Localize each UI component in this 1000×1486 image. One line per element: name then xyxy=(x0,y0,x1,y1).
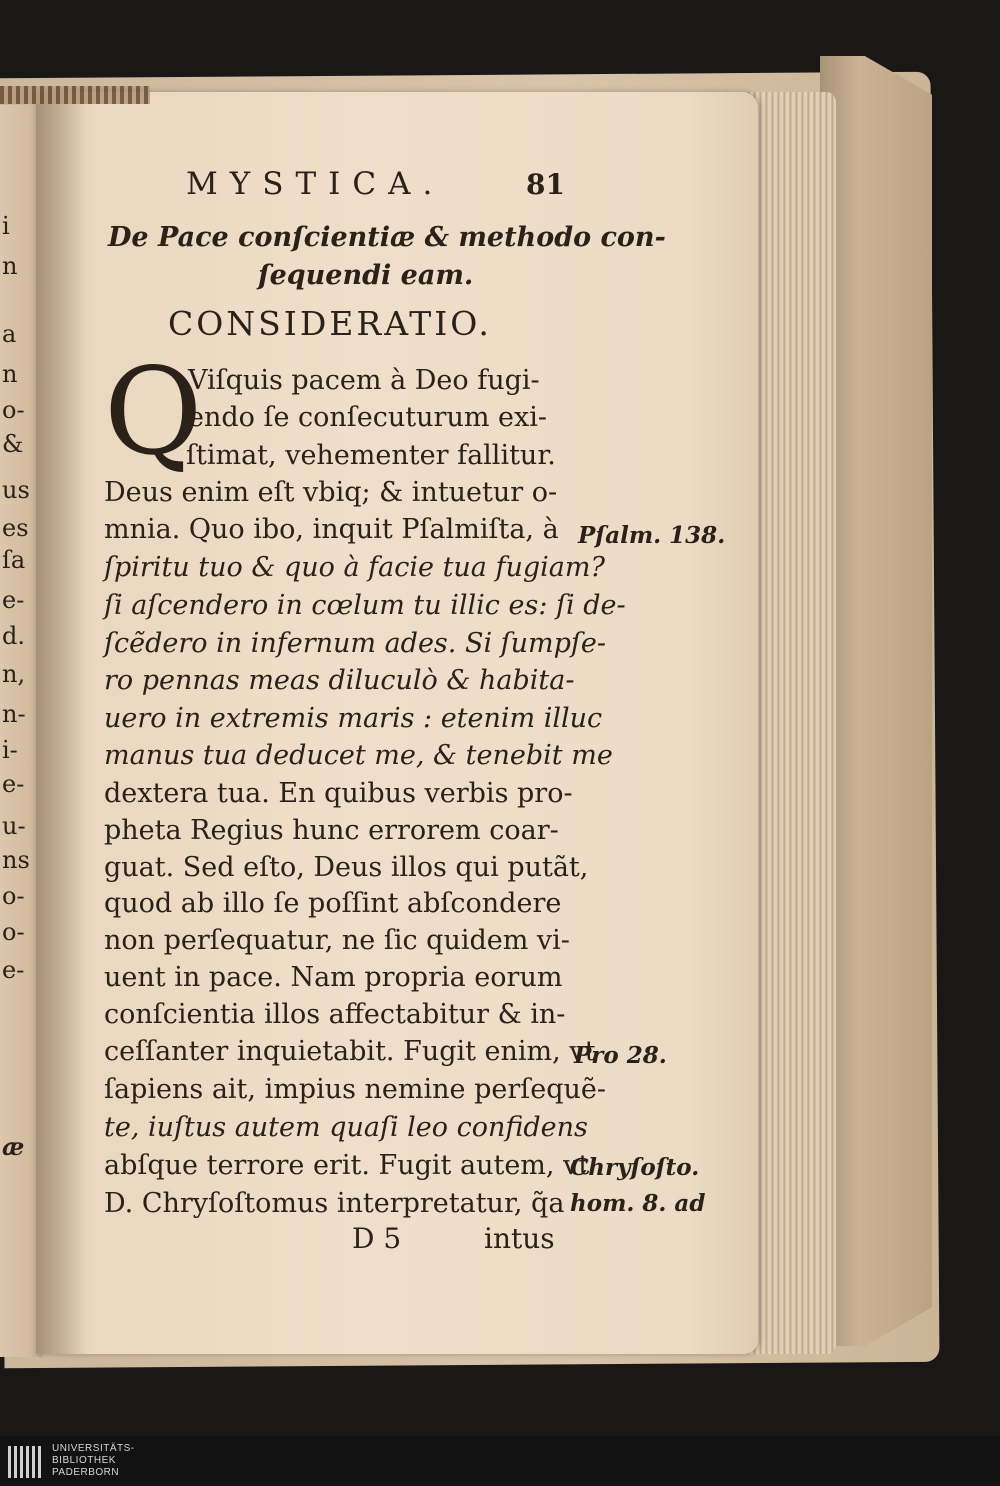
library-name-line: UNIVERSITÄTS- xyxy=(52,1443,135,1454)
left-fragment: o- xyxy=(2,396,25,424)
text-line: uero in extremis maris : etenim illuc xyxy=(104,703,603,734)
text-line: manus tua deducet me, & tenebit me xyxy=(104,740,613,771)
signature-mark: D 5 xyxy=(352,1222,402,1255)
margin-note: Chryſoſto. xyxy=(570,1154,700,1181)
library-name-line: BIBLIOTHEK xyxy=(52,1455,116,1466)
left-fragment: i xyxy=(2,212,10,240)
section-title-line1: De Pace conſcientiæ & methodo con- xyxy=(108,222,666,253)
left-fragment: e- xyxy=(2,770,25,798)
text-line: uent in pace. Nam propria eorum xyxy=(104,962,563,993)
text-line: mnia. Quo ibo, inquit Pſalmiſta, à xyxy=(104,514,559,545)
left-fragment: o- xyxy=(2,918,25,946)
text-line: ſpiritu tuo & quo à facie tua fugiam? xyxy=(104,552,605,583)
left-fragment: us xyxy=(2,476,30,504)
left-fragment: n xyxy=(2,252,18,280)
text-line: Deus enim eſt vbiq; & intuetur o- xyxy=(104,477,558,508)
left-fragment: æ xyxy=(2,1132,25,1161)
text-line: abſque terrore erit. Fugit autem, vt xyxy=(104,1150,590,1181)
text-line: ſapiens ait, impius nemine perſequẽ- xyxy=(104,1074,607,1105)
left-fragment: n- xyxy=(2,700,26,728)
left-fragment: ſa xyxy=(2,546,26,574)
section-heading: CONSIDERATIO. xyxy=(168,304,492,343)
text-line: D. Chryſoſtomus interpretatur, q̃a xyxy=(104,1188,565,1219)
text-line: non perſequatur, ne ſic quidem vi- xyxy=(104,925,570,956)
text-line: te, iuſtus autem quaſi leo confidens xyxy=(104,1112,588,1143)
text-line: ſtimat, vehementer fallitur. xyxy=(186,440,556,471)
section-title-line2: ſequendi eam. xyxy=(258,260,474,291)
drop-cap-initial: Q xyxy=(104,343,203,482)
left-fragment: n xyxy=(2,360,18,388)
headband xyxy=(0,86,150,104)
left-fragment: u- xyxy=(2,812,26,840)
left-fragment: e- xyxy=(2,586,25,614)
text-line: dextera tua. En quibus verbis pro- xyxy=(104,778,573,809)
margin-note: hom. 8. ad xyxy=(570,1190,706,1217)
running-title: MYSTICA. xyxy=(186,166,445,202)
left-fragment: i- xyxy=(2,736,18,764)
text-line: Viſquis pacem à Deo fugi- xyxy=(188,365,540,396)
margin-note: Pſalm. 138. xyxy=(578,522,726,549)
text-line: ſi aſcendero in cœlum tu illic es: ſi de- xyxy=(104,590,626,621)
left-fragment: & xyxy=(2,430,24,458)
text-line: endo ſe conſecuturum exi- xyxy=(188,402,547,433)
library-name-line: PADERBORN xyxy=(52,1467,120,1478)
library-name xyxy=(52,1443,135,1479)
left-fragment: es xyxy=(2,514,29,542)
left-fragment: o- xyxy=(2,882,25,910)
library-logo-icon xyxy=(8,1446,42,1478)
text-line: conſcientia illos affectabitur & in- xyxy=(104,999,566,1030)
page-number: 81 xyxy=(526,168,565,201)
text-line: ro pennas meas diluculò & habita- xyxy=(104,665,575,696)
catchword: intus xyxy=(484,1222,555,1255)
text-line: ſcẽdero in infernum ades. Si ſumpſe- xyxy=(104,628,607,659)
cover-flap xyxy=(820,56,932,1346)
text-line: ceſſanter inquietabit. Fugit enim, vt xyxy=(104,1036,596,1067)
gutter-shadow xyxy=(36,92,86,1354)
left-fragment: d. xyxy=(2,622,25,650)
left-fragment: e- xyxy=(2,956,25,984)
left-fragment: ns xyxy=(2,846,30,874)
left-fragment: n, xyxy=(2,660,26,688)
text-line: quod ab illo ſe poſſint abſcondere xyxy=(104,888,562,919)
left-fragment: a xyxy=(2,320,17,348)
text-line: guat. Sed eſto, Deus illos qui putãt, xyxy=(104,852,589,883)
margin-note: Pro 28. xyxy=(574,1042,667,1069)
text-line: pheta Regius hunc errorem coar- xyxy=(104,815,559,846)
library-footer xyxy=(0,1436,1000,1486)
